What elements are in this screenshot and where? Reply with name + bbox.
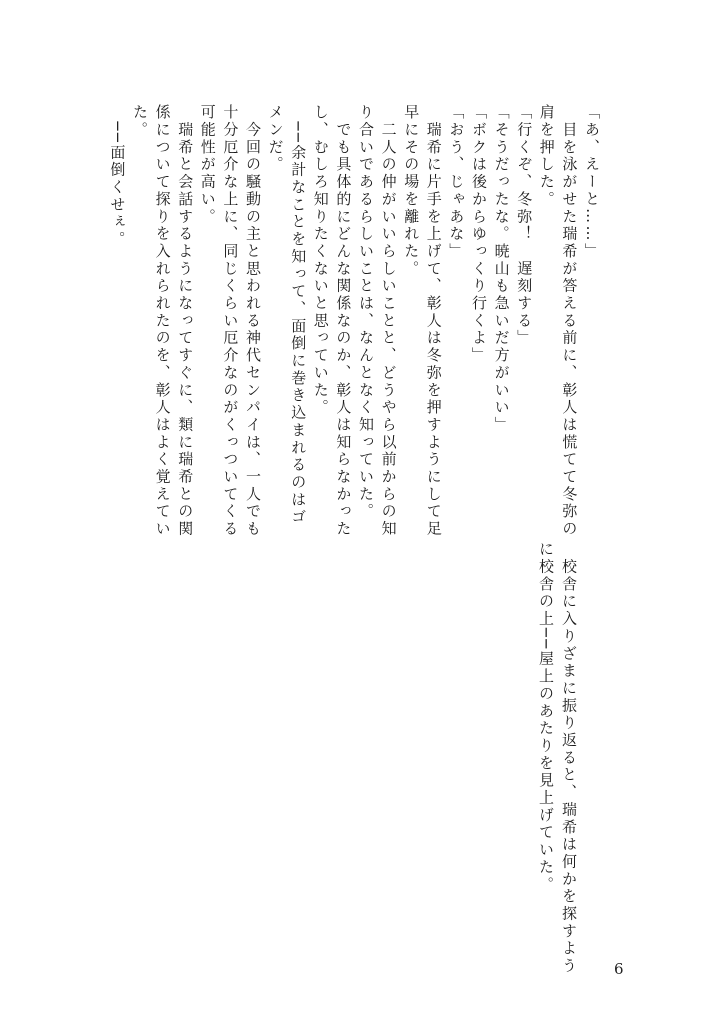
- text-line: 校舎に入りざまに振り返ると、瑞希は何かを探すよう: [560, 541, 578, 975]
- text-line: 「おう、じゃあな」: [447, 104, 466, 261]
- text-line: 「ボクは後からゆっくり行くよ」: [470, 104, 488, 365]
- text-line: 早にその場を離れた。: [402, 104, 421, 278]
- text-line: 十分厄介な上に、同じくらい厄介なのがくっついてくる: [221, 104, 240, 538]
- text-line: 目を泳がせた瑞希が答える前に、彰人は慌てて冬弥の: [560, 104, 579, 538]
- text-line: 「あ、えーと……」: [583, 104, 601, 261]
- page-number: 6: [614, 960, 624, 978]
- text-line: 二人の仲がいいらしいことと、どうやら以前からの知: [379, 104, 398, 538]
- text-line: り合いであるらしいことは、なんとなく知っていた。: [357, 104, 375, 521]
- text-line: 係について探りを入れられたのを、彰人はよく覚えてい: [153, 104, 172, 538]
- text-line: でも具体的にどんな関係なのか、彰人は知らなかった: [334, 104, 353, 538]
- text-line: 「行くぞ、冬弥！ 遅刻する」: [515, 104, 534, 347]
- text-line: た。: [131, 104, 149, 139]
- text-line: に校舎の上──屋上のあたりを見上げていた。: [537, 541, 555, 894]
- text-line: ──余計なことを知って、面倒に巻き込まれるのはゴ: [289, 104, 308, 526]
- text-line: 今回の騒動の主と思われる神代センパイは、一人でも: [244, 104, 262, 538]
- text-line: 瑞希に片手を上げて、彰人は冬弥を押すようにして足: [424, 104, 443, 538]
- text-line: メンだ。: [266, 104, 285, 174]
- text-line: 肩を押した。: [537, 104, 556, 209]
- text-line: ──面倒くせぇ。: [108, 104, 127, 249]
- text-line: 瑞希と会話するようになってすぐに、類に瑞希との関: [176, 104, 195, 538]
- text-line: 「そうだったな。暁山も急いだ方がいい」: [492, 104, 511, 434]
- text-line: し、むしろ知りたくないと思っていた。: [311, 104, 330, 417]
- text-line: 可能性が高い。: [198, 104, 217, 226]
